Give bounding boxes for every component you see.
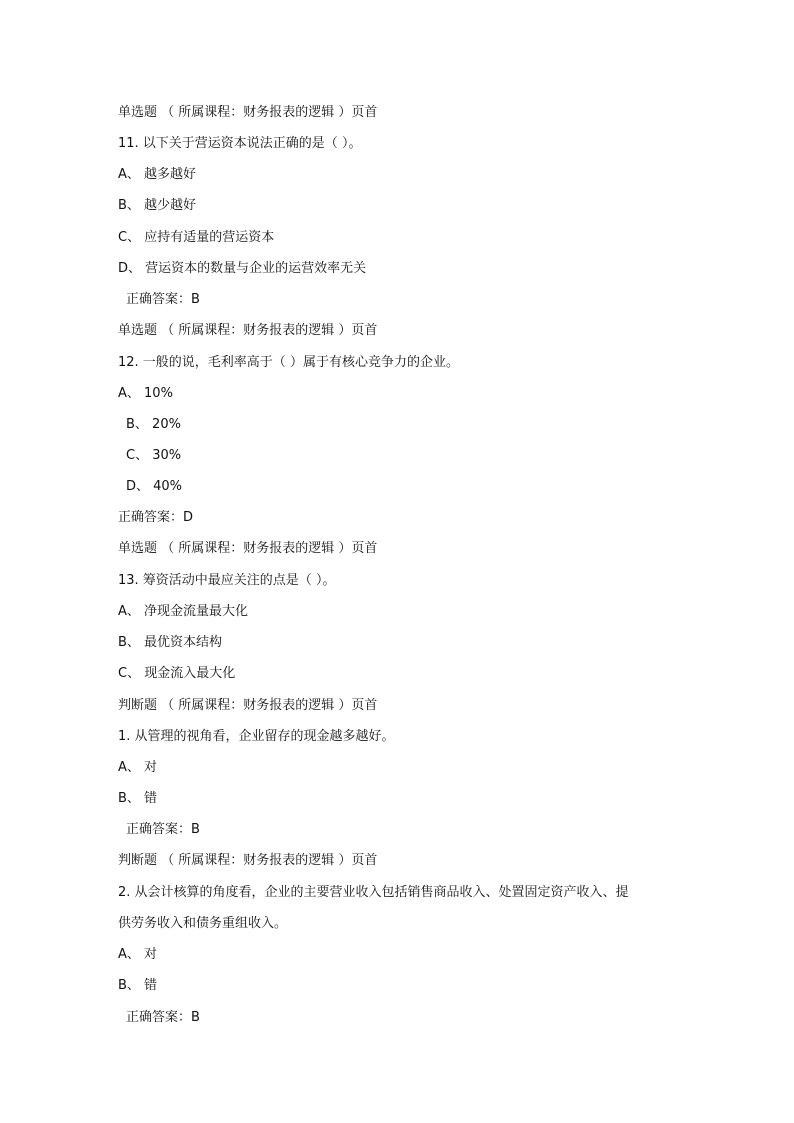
option-a: A、 越多越好 [118, 167, 197, 182]
correct-answer: 正确答案：B [126, 1010, 200, 1025]
option-c: C、 现金流入最大化 [118, 666, 236, 681]
question-header: 单选题 （ 所属课程：财务报表的逻辑 ）页首 [118, 105, 378, 120]
option-c: C、 30% [126, 448, 182, 463]
question-text: 13. 筹资活动中最应关注的点是（ ）。 [118, 573, 336, 588]
option-a: A、 对 [118, 760, 158, 775]
question-header: 判断题 （ 所属课程：财务报表的逻辑 ）页首 [118, 698, 378, 713]
option-c: C、 应持有适量的营运资本 [118, 230, 275, 245]
correct-answer: 正确答案：B [126, 822, 200, 837]
question-text: 2. 从会计核算的角度看，企业的主要营业收入包括销售商品收入、处置固定资产收入、提 [118, 885, 629, 900]
option-b: B、 越少越好 [118, 198, 197, 213]
option-a: A、 净现金流量最大化 [118, 604, 249, 619]
option-b: B、 错 [118, 978, 158, 993]
option-d: D、 营运资本的数量与企业的运营效率无关 [118, 261, 367, 276]
option-b: B、 20% [126, 417, 181, 432]
option-b: B、 最优资本结构 [118, 635, 223, 650]
correct-answer: 正确答案：D [118, 510, 194, 525]
option-a: A、 10% [118, 386, 173, 401]
question-text: 1. 从管理的视角看，企业留存的现金越多越好。 [118, 729, 395, 744]
question-text-continued: 供劳务收入和债务重组收入。 [118, 916, 288, 931]
question-header: 单选题 （ 所属课程：财务报表的逻辑 ）页首 [118, 323, 378, 338]
correct-answer: 正确答案：B [126, 292, 200, 307]
question-header: 单选题 （ 所属课程：财务报表的逻辑 ）页首 [118, 541, 378, 556]
option-d: D、 40% [126, 479, 183, 494]
question-text: 12. 一般的说，毛利率高于（ ）属于有核心竞争力的企业。 [118, 355, 459, 370]
option-a: A、 对 [118, 947, 158, 962]
option-b: B、 错 [118, 791, 158, 806]
question-header: 判断题 （ 所属课程：财务报表的逻辑 ）页首 [118, 853, 378, 868]
question-text: 11. 以下关于营运资本说法正确的是（ ）。 [118, 136, 362, 151]
